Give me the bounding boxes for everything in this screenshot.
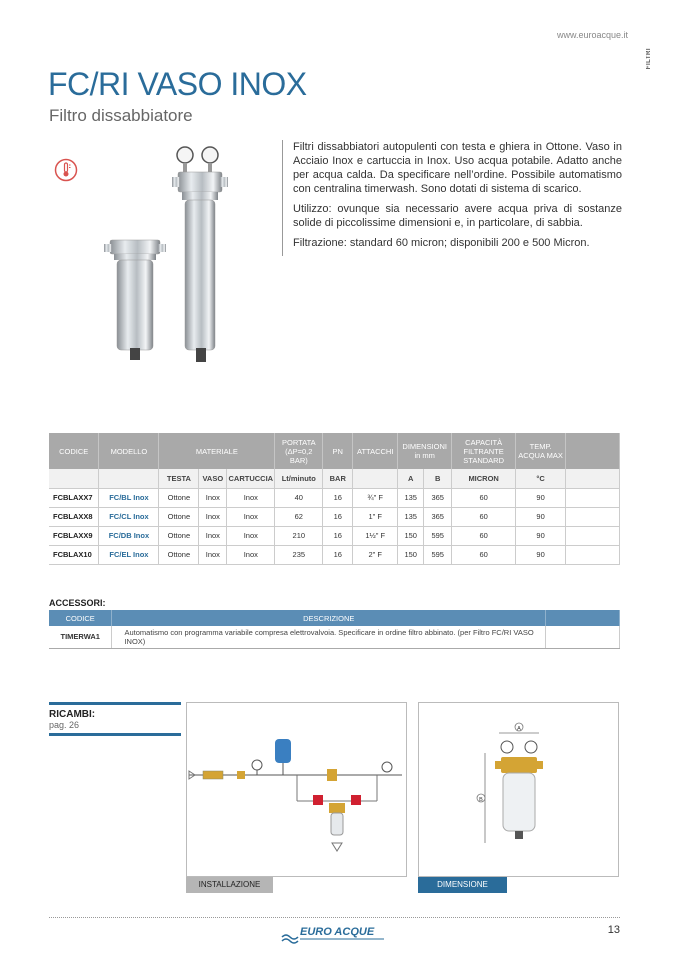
cell-a: 150 <box>398 545 424 564</box>
cell-attacchi: 2" F <box>353 545 398 564</box>
euroacque-logo <box>280 921 388 945</box>
acc-header-codice: CODICE <box>49 610 112 626</box>
installation-label: INSTALLAZIONE <box>186 877 273 893</box>
header-portata-label: PORTATA <box>281 437 316 447</box>
cell-temp: 90 <box>516 526 566 545</box>
cell-portata: 40 <box>275 488 323 507</box>
table-row <box>49 526 620 545</box>
cell-modello: FC/EL Inox <box>99 545 159 564</box>
header-portata-sub: (ΔP=0,2 BAR) <box>285 446 313 465</box>
sub-testa: TESTA <box>159 469 199 488</box>
header-dimensioni-sub: in mm <box>414 451 435 460</box>
cell-b: 365 <box>424 488 452 507</box>
sub-cartuccia: CARTUCCIA <box>227 469 275 488</box>
accessories-label: ACCESSORI: <box>49 598 106 608</box>
cell-testa: Ottone <box>159 507 199 526</box>
sub-vaso: VASO <box>199 469 227 488</box>
cell-portata: 62 <box>275 507 323 526</box>
acc-header-descrizione: DESCRIZIONE <box>112 610 546 626</box>
dim-a-label: A <box>517 726 521 732</box>
cell-testa: Ottone <box>159 545 199 564</box>
cell-vaso: Inox <box>199 507 227 526</box>
cell-vaso: Inox <box>199 488 227 507</box>
section-tab: FILTRI <box>646 48 652 70</box>
sub-b: B <box>424 469 452 488</box>
cell-pn: 16 <box>323 507 353 526</box>
description-paragraph: Utilizzo: ovunque sia necessario avere acqua priva di sostanze solide di piccolissime dimensioni e, in particolare, di sabbia. <box>293 203 622 229</box>
cell-micron: 60 <box>452 545 516 564</box>
cell-b: 595 <box>424 545 452 564</box>
sub-pn-unit: BAR <box>323 469 353 488</box>
header-materiale: MATERIALE <box>159 433 275 469</box>
header-attacchi: ATTACCHI <box>353 433 398 469</box>
cell-portata: 235 <box>275 545 323 564</box>
cell-pn: 16 <box>323 545 353 564</box>
header-capacita-3: STANDARD <box>463 455 504 465</box>
cell-modello: FC/CL Inox <box>99 507 159 526</box>
table-row <box>49 488 620 507</box>
cell-attacchi: 1" F <box>353 507 398 526</box>
cell-cartuccia: Inox <box>227 545 275 564</box>
cell-b: 595 <box>424 526 452 545</box>
logo-text: EURO ACQUE <box>300 926 375 938</box>
cell-codice: FCBLAXX7 <box>49 488 99 507</box>
dimension-panel <box>418 702 619 877</box>
ricambi-block <box>49 702 181 736</box>
header-temp-label: TEMP. <box>529 442 552 451</box>
cell-micron: 60 <box>452 526 516 545</box>
cell-testa: Ottone <box>159 488 199 507</box>
cell-cartuccia: Inox <box>227 507 275 526</box>
cell-attacchi: 1½" F <box>353 526 398 545</box>
product-image <box>100 140 240 370</box>
cell-a: 150 <box>398 526 424 545</box>
sub-micron: MICRON <box>452 469 516 488</box>
cell-testa: Ottone <box>159 526 199 545</box>
dimension-label: DIMENSIONE <box>418 877 507 893</box>
cell-temp: 90 <box>516 488 566 507</box>
installation-panel <box>186 702 407 877</box>
header-temp <box>516 433 566 469</box>
acc-header-spacer <box>546 610 620 626</box>
header-capacita <box>452 433 516 469</box>
cell-temp: 90 <box>516 545 566 564</box>
sub-temp-unit: °C <box>516 469 566 488</box>
description-paragraph: Filtri dissabbiatori autopulenti con testa e ghiera in Ottone. Vaso in Acciaio Inox e cartuccia in Inox. Uso acqua potabile. Adatto anche per acqua calda. Da specificare nell’ordine. Possibile automatismo con centralina timerwash. Sono dotati di sistema di scarico. <box>293 141 622 195</box>
cell-attacchi: ¾" F <box>353 488 398 507</box>
table-row <box>49 507 620 526</box>
product-description <box>282 140 622 256</box>
dimension-diagram <box>419 703 618 876</box>
cell-codice: FCBLAXX8 <box>49 507 99 526</box>
cell-codice: FCBLAX10 <box>49 545 99 564</box>
cell-vaso: Inox <box>199 545 227 564</box>
cell-pn: 16 <box>323 488 353 507</box>
cell-a: 135 <box>398 488 424 507</box>
dim-b-label: B <box>479 797 483 803</box>
header-spacer <box>566 433 620 469</box>
page-title: FC/RI VASO INOX <box>48 66 307 102</box>
cell-vaso: Inox <box>199 526 227 545</box>
subheader-row <box>49 469 620 488</box>
cell-modello: FC/DB Inox <box>99 526 159 545</box>
header-dimensioni-label: DIMENSIONI <box>402 442 447 451</box>
header-capacita-2: FILTRANTE <box>463 446 504 456</box>
sub-portata-unit: Lt/minuto <box>275 469 323 488</box>
description-paragraph: Filtrazione: standard 60 micron; disponibili 200 e 500 Micron. <box>293 237 590 249</box>
cell-pn: 16 <box>323 526 353 545</box>
header-codice: CODICE <box>49 433 99 469</box>
acc-cell-descrizione: Automatismo con programma variabile compresa elettrovalvoia. Specificare in ordine filtro abbinato. (per Filtro FC/RI VASO INOX) <box>112 626 546 648</box>
page-number: 13 <box>607 924 620 936</box>
ricambi-label: RICAMBI: <box>49 709 96 720</box>
table-row <box>49 545 620 564</box>
accessories-table <box>49 610 620 649</box>
cell-codice: FCBLAXX9 <box>49 526 99 545</box>
header-dimensioni <box>398 433 452 469</box>
header-temp-sub: ACQUA MAX <box>518 451 563 460</box>
cell-cartuccia: Inox <box>227 526 275 545</box>
site-url: www.euroacque.it <box>556 30 628 40</box>
thermometer-icon <box>54 158 78 182</box>
sub-a: A <box>398 469 424 488</box>
header-modello: MODELLO <box>99 433 159 469</box>
cell-micron: 60 <box>452 488 516 507</box>
ricambi-page: pag. 26 <box>49 720 80 730</box>
header-pn: PN <box>323 433 353 469</box>
spec-table <box>49 433 620 565</box>
cell-cartuccia: Inox <box>227 488 275 507</box>
installation-diagram <box>187 703 406 876</box>
header-portata <box>275 433 323 469</box>
header-capacita-1: CAPACITÀ <box>465 437 503 447</box>
table-row <box>49 626 620 648</box>
footer-divider <box>49 917 620 918</box>
page-subtitle: Filtro dissabbiatore <box>49 106 193 125</box>
ricambi-divider <box>49 733 181 736</box>
cell-b: 365 <box>424 507 452 526</box>
cell-micron: 60 <box>452 507 516 526</box>
cell-modello: FC/BL Inox <box>99 488 159 507</box>
cell-a: 135 <box>398 507 424 526</box>
cell-portata: 210 <box>275 526 323 545</box>
cell-temp: 90 <box>516 507 566 526</box>
acc-cell-codice: TIMERWA1 <box>49 626 112 648</box>
